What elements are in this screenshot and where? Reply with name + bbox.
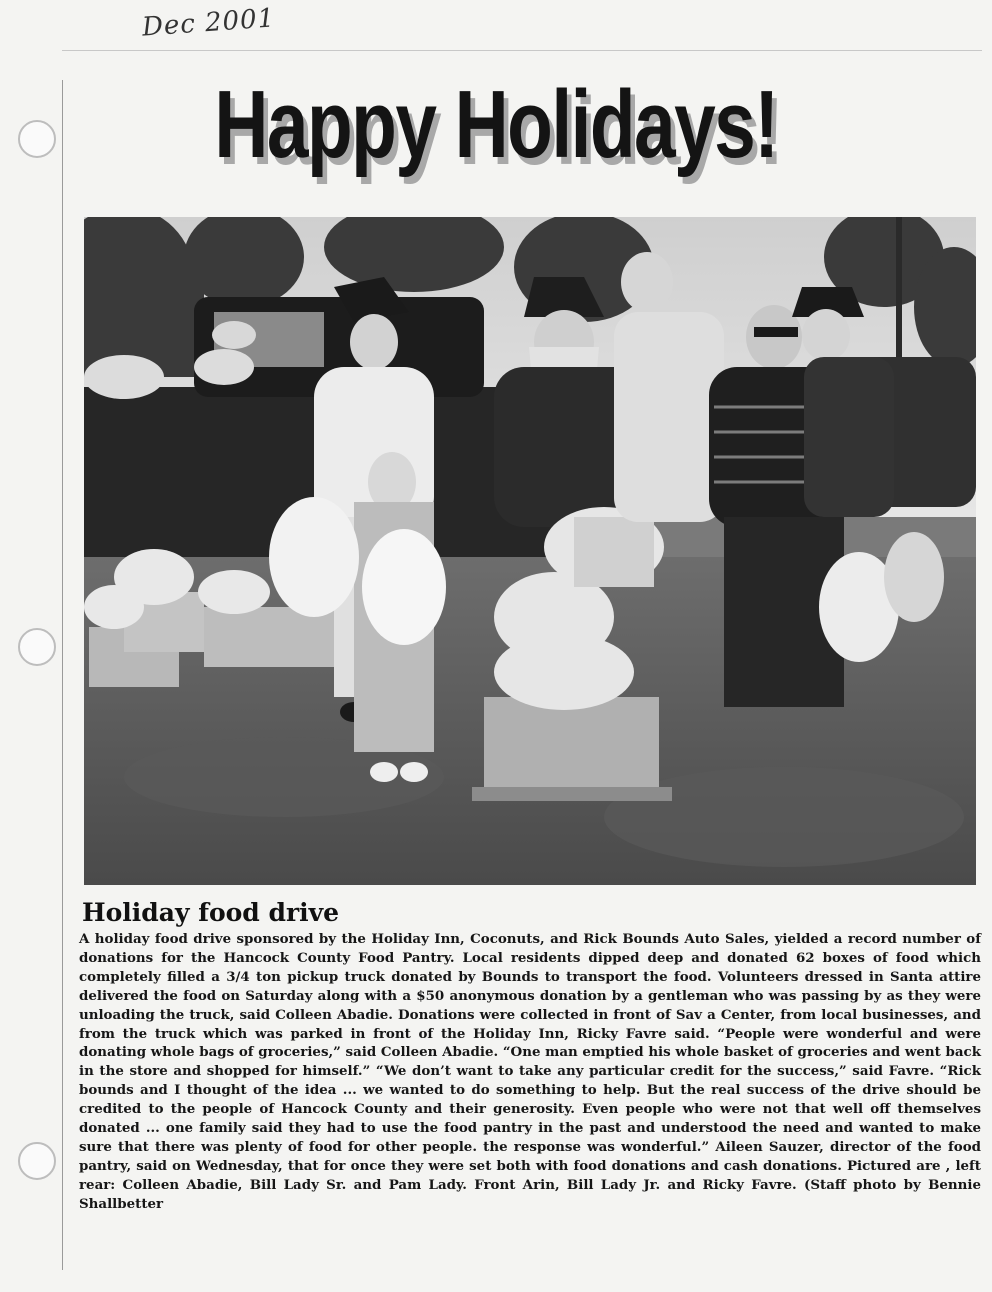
headline: Happy Holidays! xyxy=(214,71,778,178)
left-rule xyxy=(62,80,63,1270)
caption-title: Holiday food drive xyxy=(82,898,340,927)
top-rule xyxy=(62,50,982,51)
handwritten-date: Dec 2001 xyxy=(141,3,277,43)
binder-hole-top xyxy=(18,120,56,158)
photo-illustration xyxy=(84,217,976,885)
binder-hole-bottom xyxy=(18,1142,56,1180)
caption-body: A holiday food drive sponsored by the Holiday Inn, Coconuts, and Rick Bounds Auto Sales, yielded a record number of donations for the Hancock County Food Pantry. Local residents dipped deep and donated 62 boxes of food which completely filled a 3/4 ton pickup truck donated by Bounds to transport the food. Volunteers dressed in Santa attire delivered the food on Saturday along with a $50 anonymous donation by a gentleman who was passing by as they were unloading the truck, said Colleen Abadie. Donations were collected in front of Sav a Center, from local businesses, and from the truck which was parked in front of the Holiday Inn, Ricky Favre said. “People were wonderful and were donating whole bags of groceries,” said Colleen Abadie. “One man emptied his whole basket of groceries and went back in the store and shopped for himself.” “We don’t want to take any particular credit for the success,” said Favre. “Rick bounds and I thought of the idea ... we wanted to do something to help. But the real success of the drive should be credited to the people of Hancock County and their generosity. Even people who were not that well off themselves donated ... one family said they had to use the food pantry in the past and understood the need and wanted to make sure that there was plenty of food for other people. the response was wonderful.” Aileen Sauzer, director of the food pantry, said on Wednesday, that for once they were set both with food donations and cash donations. Pictured are , left rear: Colleen Abadie, Bill Lady Sr. and Pam Lady. Front Arin, Bill Lady Jr. and Ricky Favre. (Staff photo by Bennie Shallbetter xyxy=(79,931,981,1212)
news-photo xyxy=(84,217,976,885)
binder-hole-middle xyxy=(18,628,56,666)
